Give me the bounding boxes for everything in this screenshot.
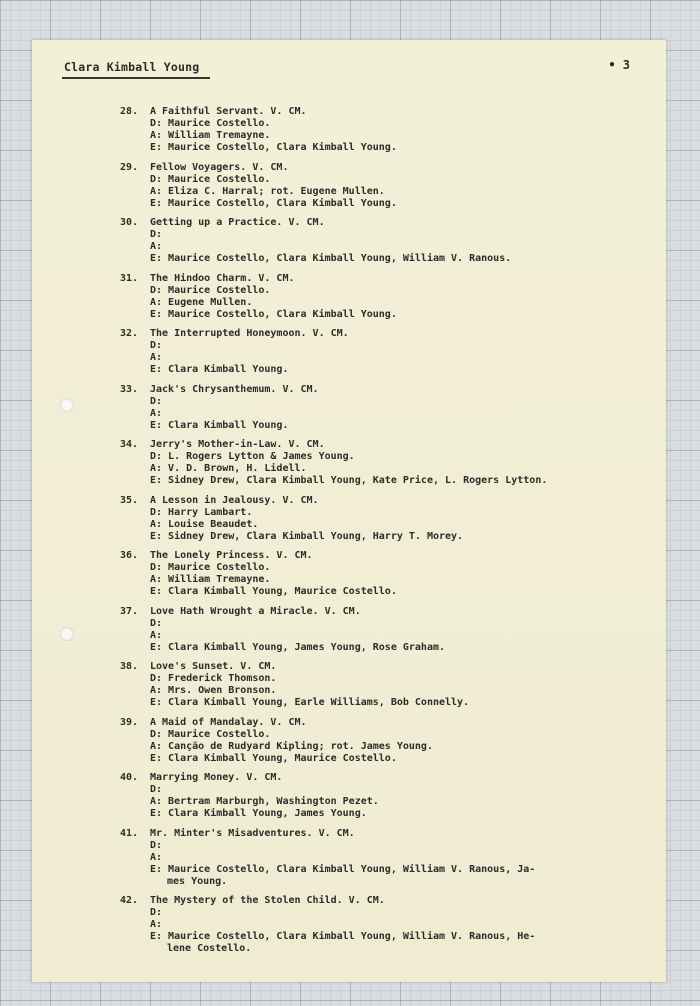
entry-title-line	[120, 495, 660, 507]
entry-director: D:	[150, 229, 163, 240]
film-entry	[120, 217, 660, 265]
entry-cast: E: Maurice Costello, Clara Kimball Young, William V. Ranous, Ja-	[150, 863, 536, 875]
entry-director: D: Maurice Costello.	[150, 173, 271, 185]
entry-title-line	[120, 273, 660, 285]
entry-title: Jerry's Mother-in-Law. V. CM.	[150, 439, 325, 450]
entry-title-line	[120, 162, 660, 174]
entry-cast: E: Maurice Costello, Clara Kimball Young.	[150, 308, 397, 320]
entry-director: D: L. Rogers Lytton & James Young.	[150, 451, 355, 462]
entry-title-line	[120, 772, 660, 784]
filmography-list	[120, 106, 660, 963]
entry-author: A:	[150, 919, 163, 930]
entry-cast: E: Clara Kimball Young.	[150, 364, 289, 375]
entry-author: A: Louise Beaudet.	[150, 518, 259, 530]
entry-title-line	[120, 439, 660, 451]
entry-director: D:	[150, 839, 163, 851]
entry-director: D:	[150, 340, 163, 351]
entry-cast: E: Sidney Drew, Clara Kimball Young, Kate Price, L. Rogers Lytton.	[150, 475, 548, 486]
entry-cast: E: Clara Kimball Young.	[150, 419, 289, 431]
punch-hole-lower	[60, 627, 74, 641]
film-entry	[120, 895, 660, 955]
film-entry	[120, 772, 660, 820]
entry-author: A:	[150, 629, 163, 641]
entry-number: 35.	[120, 494, 139, 506]
entry-cast: E: Clara Kimball Young, James Young.	[150, 808, 367, 819]
entry-title: Love Hath Wrought a Miracle. V. CM.	[150, 605, 361, 617]
entry-title-line	[120, 606, 660, 618]
entry-title-line	[120, 828, 660, 840]
entry-title: A Lesson in Jealousy. V. CM.	[150, 494, 319, 506]
entry-author: A: Canção de Rudyard Kipling; rot. James Young.	[150, 740, 433, 752]
entry-director: D:	[150, 784, 163, 795]
entry-cast: E: Maurice Costello, Clara Kimball Young, William V. Ranous, He-	[150, 931, 536, 942]
entry-number: 34.	[120, 439, 139, 450]
entry-title: The Interrupted Honeymoon. V. CM.	[150, 328, 349, 339]
entry-number: 31.	[120, 272, 139, 284]
entry-author: A: William Tremayne.	[150, 130, 271, 141]
entry-director: D: Frederick Thomson.	[150, 673, 277, 684]
entry-title-line	[120, 717, 660, 729]
film-entry	[120, 661, 660, 709]
document-page	[32, 40, 666, 982]
entry-cast: E: Maurice Costello, Clara Kimball Young.	[150, 197, 397, 209]
entry-author: A:	[150, 241, 163, 252]
entry-title-line	[120, 217, 660, 229]
entry-title: The Lonely Princess. V. CM.	[150, 550, 313, 561]
entry-number: 41.	[120, 827, 139, 839]
entry-title-line	[120, 328, 660, 340]
page-number: • 3	[608, 58, 630, 72]
entry-number: 32.	[120, 328, 139, 339]
entry-title: Jack's Chrysanthemum. V. CM.	[150, 383, 319, 395]
entry-title: Love's Sunset. V. CM.	[150, 661, 277, 672]
entry-director: D: Maurice Costello.	[150, 728, 271, 740]
entry-number: 29.	[120, 161, 139, 173]
film-entry	[120, 384, 660, 432]
entry-cast-continued: lene Costello.	[167, 943, 252, 954]
entry-title-line	[120, 550, 660, 562]
entry-title: Mr. Minter's Misadventures. V. CM.	[150, 827, 355, 839]
entry-cast-continued: mes Young.	[167, 875, 228, 887]
entry-title: Fellow Voyagers. V. CM.	[150, 161, 289, 173]
entry-author: A:	[150, 407, 163, 419]
entry-cast: E: Maurice Costello, Clara Kimball Young.	[150, 142, 397, 153]
entry-director: D: Maurice Costello.	[150, 284, 271, 296]
entry-author: A: V. D. Brown, H. Lidell.	[150, 463, 307, 474]
film-entry	[120, 828, 660, 888]
entry-author: A: Mrs. Owen Bronson.	[150, 685, 277, 696]
film-entry	[120, 328, 660, 376]
entry-director: D:	[150, 907, 163, 918]
entry-author: A: William Tremayne.	[150, 574, 271, 585]
film-entry	[120, 495, 660, 543]
entry-director: D:	[150, 617, 163, 629]
entry-author: A:	[150, 851, 163, 863]
entry-number: 28.	[120, 106, 139, 117]
entry-title-line	[120, 661, 660, 673]
page-header-name: Clara Kimball Young	[64, 60, 200, 74]
entry-number: 37.	[120, 605, 139, 617]
entry-author: A: Bertram Marburgh, Washington Pezet.	[150, 796, 379, 807]
entry-title-line	[120, 106, 660, 118]
entry-title: The Hindoo Charm. V. CM.	[150, 272, 295, 284]
entry-director: D: Harry Lambart.	[150, 506, 253, 518]
film-entry	[120, 550, 660, 598]
entry-number: 42.	[120, 895, 139, 906]
film-entry	[120, 162, 660, 210]
header-underline	[62, 77, 210, 79]
entry-number: 38.	[120, 661, 139, 672]
entry-cast: E: Clara Kimball Young, James Young, Rose Graham.	[150, 641, 446, 653]
entry-title: Marrying Money. V. CM.	[150, 772, 283, 783]
entry-number: 30.	[120, 217, 139, 228]
entry-cast: E: Clara Kimball Young, Earle Williams, Bob Connelly.	[150, 697, 470, 708]
entry-director: D: Maurice Costello.	[150, 562, 271, 573]
entry-title-line	[120, 384, 660, 396]
entry-title: The Mystery of the Stolen Child. V. CM.	[150, 895, 385, 906]
entry-title-line	[120, 895, 660, 907]
film-entry	[120, 717, 660, 765]
entry-cast: E: Clara Kimball Young, Maurice Costello.	[150, 586, 397, 597]
entry-author: A: Eliza C. Harral; rot. Eugene Mullen.	[150, 185, 385, 197]
entry-author: A: Eugene Mullen.	[150, 296, 253, 308]
entry-cast: E: Sidney Drew, Clara Kimball Young, Harry T. Morey.	[150, 530, 464, 542]
entry-author: A:	[150, 352, 163, 363]
entry-title: A Maid of Mandalay. V. CM.	[150, 716, 307, 728]
film-entry	[120, 606, 660, 654]
entry-title: A Faithful Servant. V. CM.	[150, 106, 307, 117]
entry-number: 33.	[120, 383, 139, 395]
entry-cast: E: Maurice Costello, Clara Kimball Young, William V. Ranous.	[150, 253, 512, 264]
entry-number: 39.	[120, 716, 139, 728]
film-entry	[120, 439, 660, 487]
entry-director: D:	[150, 395, 163, 407]
entry-director: D: Maurice Costello.	[150, 118, 271, 129]
entry-cast: E: Clara Kimball Young, Maurice Costello.	[150, 752, 397, 764]
punch-hole-upper	[60, 398, 74, 412]
entry-number: 40.	[120, 772, 139, 783]
entry-title: Getting up a Practice. V. CM.	[150, 217, 325, 228]
entry-number: 36.	[120, 550, 139, 561]
film-entry	[120, 273, 660, 321]
film-entry	[120, 106, 660, 154]
